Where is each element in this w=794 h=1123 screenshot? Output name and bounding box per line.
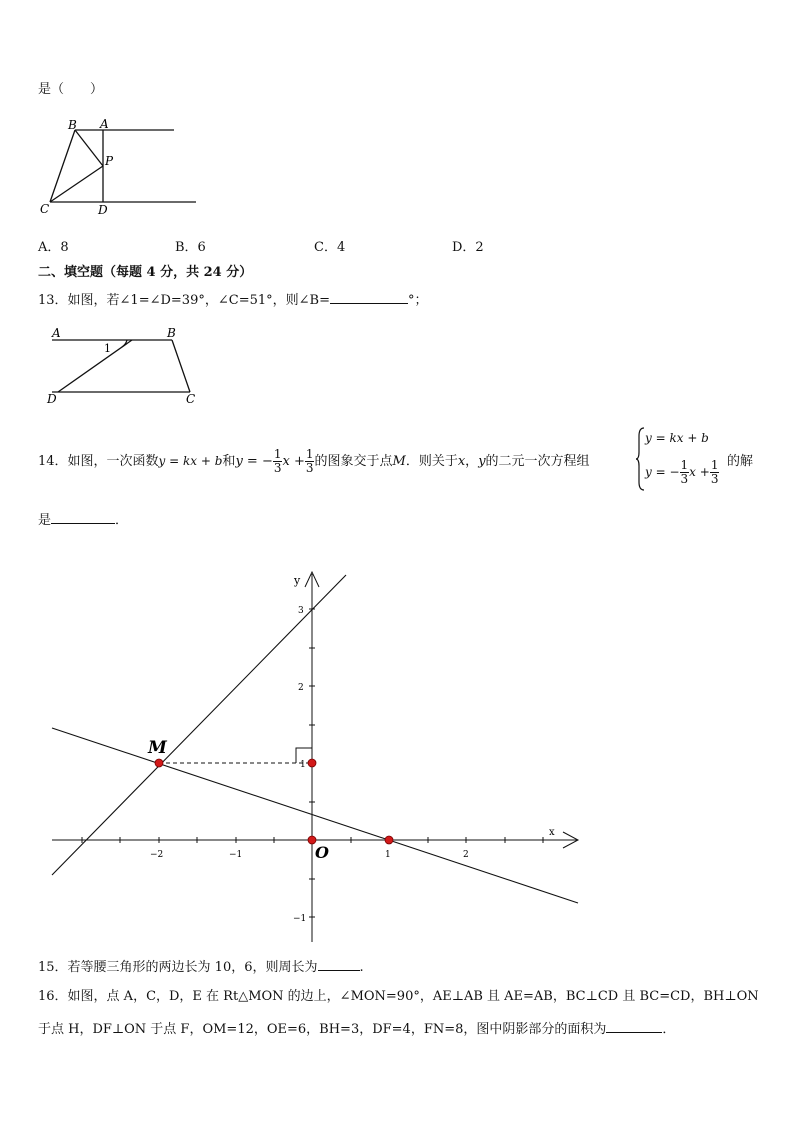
q14-line2: [38, 511, 128, 529]
q16-blank: [606, 1020, 662, 1033]
system-frac-2-den: 3: [710, 472, 719, 486]
q14-t5: 的二元一次方程组: [485, 454, 590, 469]
q15-blank: [318, 958, 360, 971]
system-frac-2-num: 1: [710, 458, 719, 472]
q16-line1: 16．如图，点 A，C，D，E 在 Rt△MON 的边上，∠MON=90°，AE⊥AB 且 AE=AB，BC⊥CD 且 BC=CD，BH⊥ON: [38, 989, 759, 1004]
system-frac-1-den: 3: [680, 472, 689, 486]
q14-t2: 和: [222, 454, 236, 469]
q14-m: M: [392, 454, 406, 469]
q16-line2: [38, 1020, 675, 1038]
q13-figure: [40, 322, 210, 407]
q13-label-a: A: [52, 326, 61, 340]
graph-label-origin: O: [315, 843, 329, 862]
q13-text-after: °；: [407, 293, 428, 308]
x-tick-label: −1: [229, 850, 243, 860]
system-eq-2-pre: y = −: [645, 465, 680, 479]
system-frac-2: [710, 459, 720, 486]
system-eq-2-mid: x +: [689, 465, 710, 479]
q14-f1: y = kx + b: [158, 454, 223, 468]
q14-frac-1-den: 3: [273, 461, 282, 475]
q14-t1: 14．如图，一次函数: [38, 454, 159, 469]
graph-x-label: x: [549, 827, 555, 838]
q13-angle-1: 1: [104, 342, 111, 355]
q15-text-main: 15．若等腰三角形的两边长为 10，6，则周长为: [38, 960, 318, 975]
q14-frac-2-num: 1: [305, 447, 314, 461]
system-frac-1-num: 1: [680, 458, 689, 472]
system-frac-1: [680, 459, 690, 486]
graph-label-m: M: [148, 738, 167, 758]
q12-label-c: C: [40, 202, 50, 216]
q13-label-c: C: [186, 392, 196, 406]
q12-figure: [36, 115, 206, 220]
q12-label-p: P: [105, 154, 114, 168]
system-brace: [635, 426, 645, 492]
q14-y: y: [478, 454, 486, 469]
x-tick-label: −2: [150, 850, 164, 860]
y-tick-label: 1: [300, 760, 306, 770]
q12-label-d: D: [98, 203, 108, 217]
option-c: C．4: [314, 240, 346, 255]
system-eq-1: y = kx + b: [645, 431, 709, 445]
q13-label-b: B: [167, 326, 176, 340]
q16-end: ．: [662, 1022, 676, 1037]
option-b: B．6: [175, 240, 206, 255]
x-tick-label: 1: [385, 850, 391, 860]
q13-label-d: D: [47, 392, 57, 406]
q13-text-before: 13．如图，若∠1=∠D=39°，∠C=51°，则∠B=: [38, 293, 330, 308]
q14-line2-text: 是: [38, 513, 52, 528]
system-eq-2: [645, 458, 719, 487]
q14-f2-pre: y = −: [235, 454, 273, 469]
q14-t6: 的解: [727, 454, 754, 469]
graph-y-label: y: [294, 574, 301, 587]
q14-blank: [51, 511, 115, 524]
q13-blank: [330, 291, 408, 304]
q15-text: [38, 958, 364, 976]
q13-text: [38, 291, 427, 309]
option-d: D．2: [452, 240, 484, 255]
q14-line1: [38, 446, 590, 477]
q14-t3: 的图象交于点: [314, 454, 393, 469]
y-tick-label: 3: [298, 606, 304, 616]
q14-frac-2-den: 3: [305, 461, 314, 475]
q14-frac-1-num: 1: [273, 447, 282, 461]
x-tick-label: 2: [463, 850, 469, 860]
q14-t4: ．则关于: [405, 454, 458, 469]
option-a: A．8: [38, 240, 69, 255]
y-tick-label: −1: [293, 914, 307, 924]
q15-end: .: [359, 960, 364, 975]
q14-x: x: [457, 454, 466, 469]
section-title: 二、填空题（每题 4 分，共 24 分）: [38, 265, 253, 280]
q12-label-b: B: [68, 118, 77, 132]
q12-label-a: A: [100, 117, 109, 131]
q14-comma: ，: [465, 454, 479, 469]
q14-f2-mid: x +: [282, 454, 305, 469]
q12-stem-tail: 是（ ）: [38, 82, 104, 97]
y-tick-label: 2: [298, 683, 304, 693]
q14-end: ．: [115, 513, 129, 528]
q16-line2-text: 于点 H，DF⊥ON 于点 F，OM=12，OE=6，BH=3，DF=4，FN=8，图中阴影部分的面积为: [38, 1022, 607, 1037]
function-graph: [0, 560, 794, 950]
